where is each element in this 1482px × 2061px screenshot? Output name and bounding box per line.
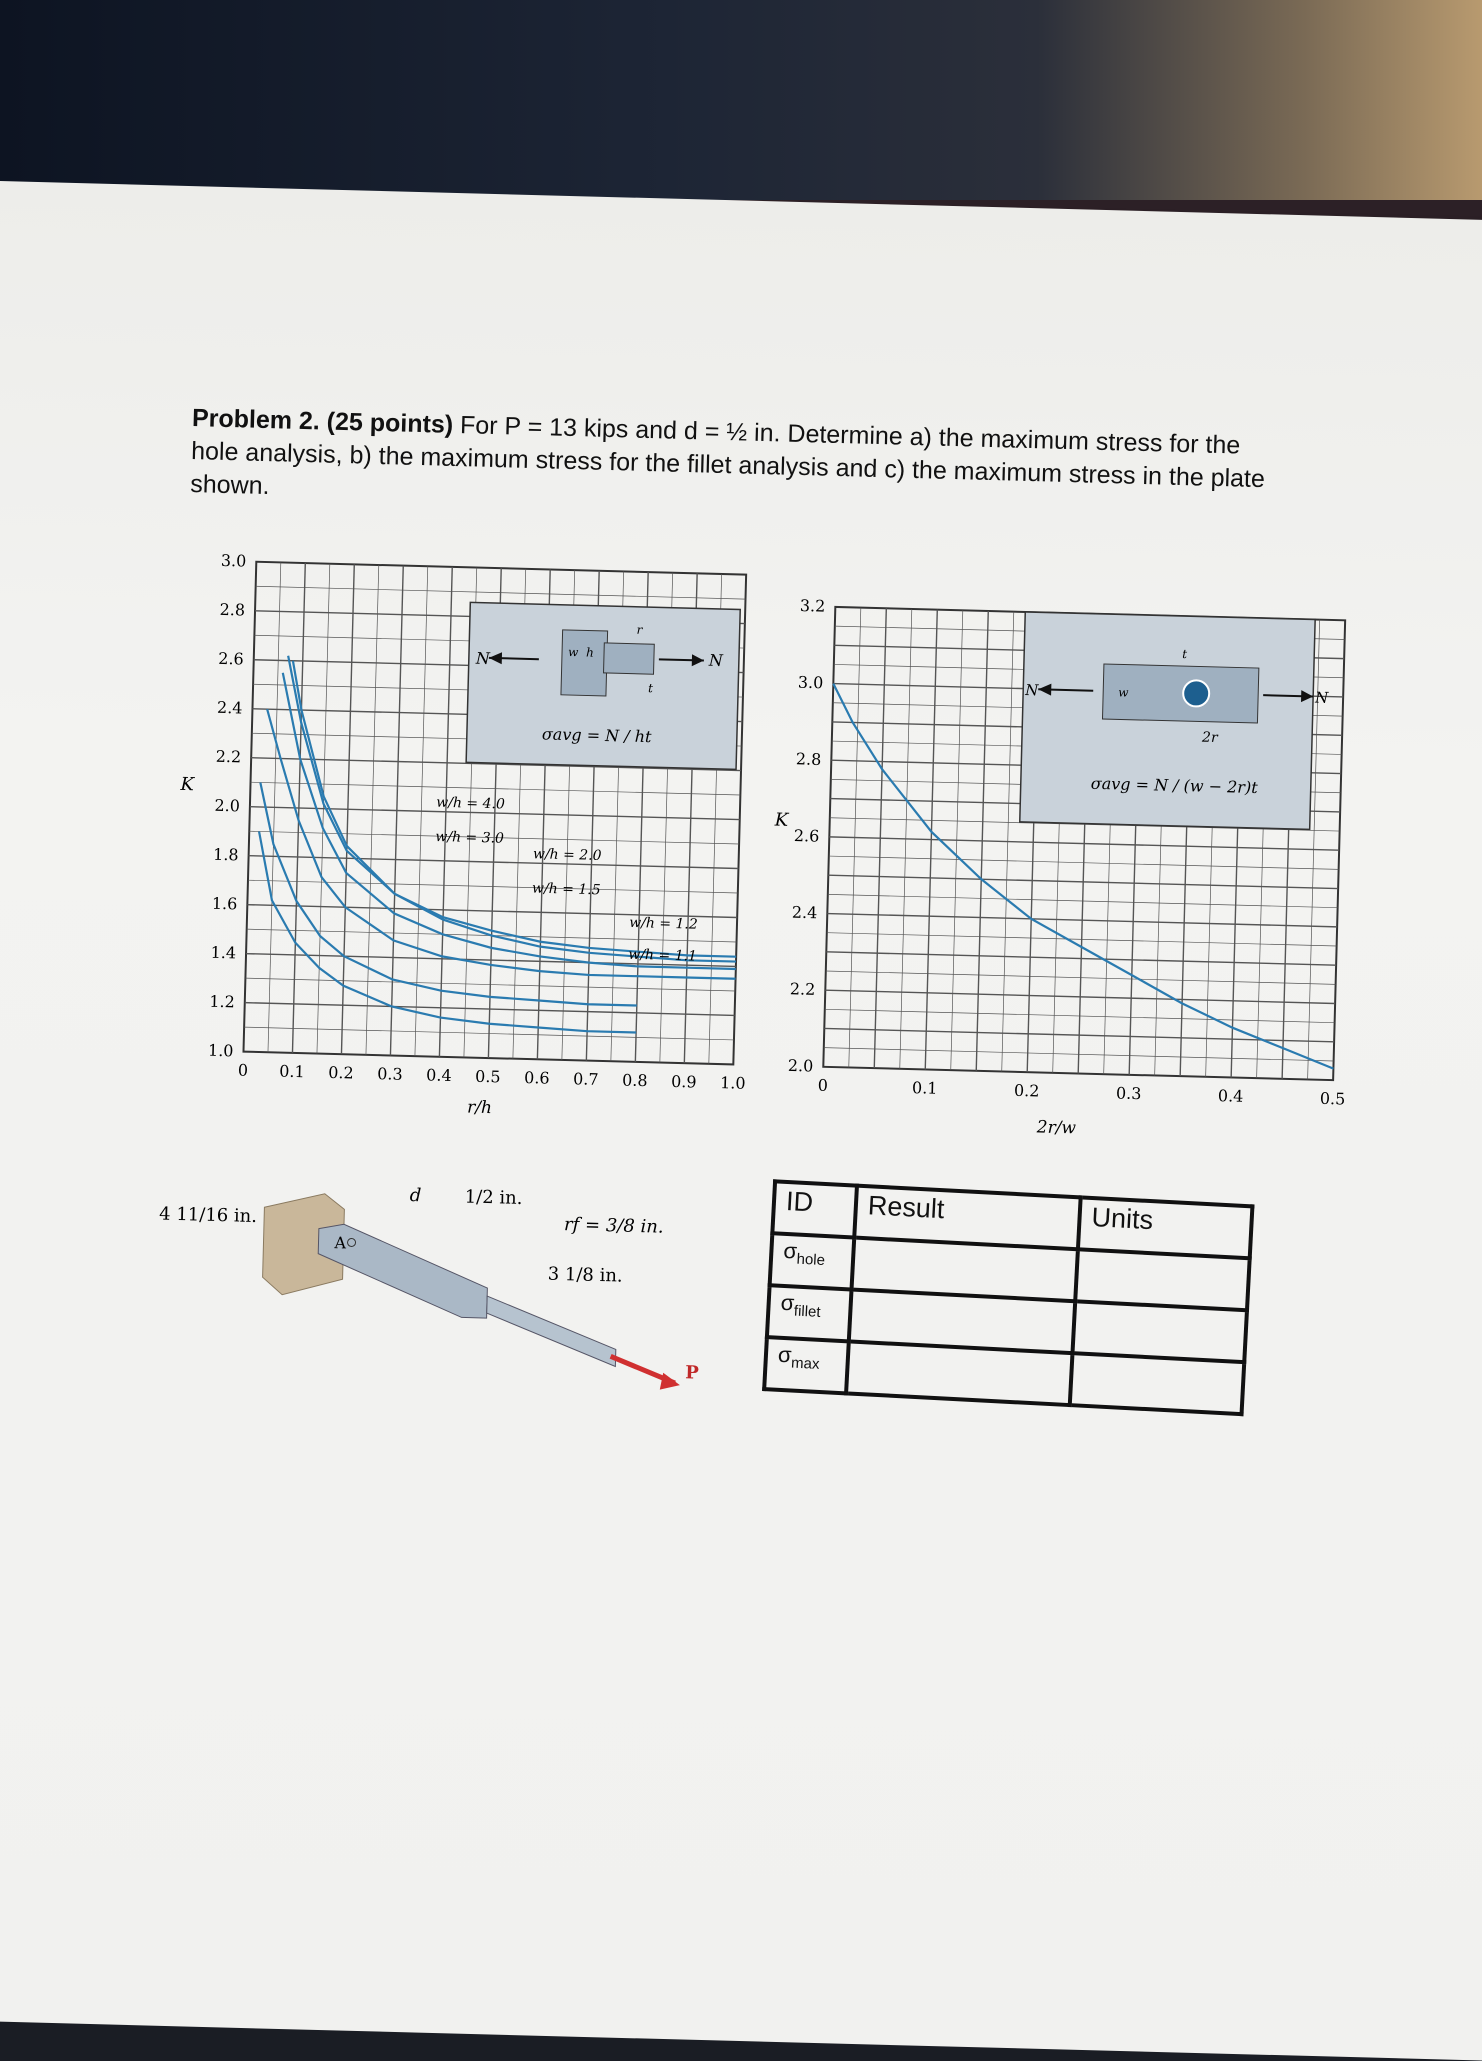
- fillet-formula: σavg = N / ht: [541, 724, 652, 747]
- y-tick-label: 2.4: [216, 697, 243, 718]
- y-tick-label: 3.2: [799, 596, 826, 616]
- x-tick-label: 0.4: [425, 1065, 452, 1086]
- inset-h: h: [585, 645, 594, 660]
- x-tick-label: 0.9: [670, 1071, 697, 1092]
- y-tick-label: 2.4: [791, 902, 818, 923]
- row-id-hole: $\sigma_{hole}$: [770, 1233, 855, 1289]
- fillet-radius-label: rf = 3/8 in.: [563, 1214, 664, 1238]
- y-tick-label: 2.2: [215, 746, 242, 767]
- x-tick-label: 0.7: [572, 1069, 599, 1089]
- y-tick-label: 2.6: [218, 648, 245, 669]
- y-tick-label: 1.6: [211, 893, 238, 914]
- hole-formula: σavg = N / (w − 2r)t: [1090, 773, 1258, 798]
- x-tick-label: 0.2: [1013, 1080, 1040, 1101]
- x-tick-label: 0.5: [474, 1066, 501, 1087]
- y-tick-label: 2.8: [219, 599, 246, 620]
- hole-inset-n-right: N: [1314, 688, 1329, 707]
- y-tick-label: 2.0: [787, 1055, 814, 1076]
- curve-label: w/h = 1.5: [531, 880, 601, 899]
- y-tick-label: 3.0: [797, 672, 824, 693]
- curve-label: w/h = 2.0: [532, 846, 602, 865]
- load-arrow: [660, 1373, 680, 1391]
- load-p-label: P: [684, 1362, 700, 1384]
- units-cell-fillet[interactable]: [1072, 1301, 1246, 1362]
- inset-r: r: [636, 622, 643, 637]
- fillet-ylabel: K: [180, 773, 195, 796]
- curve-label: w/h = 3.0: [435, 828, 505, 847]
- y-tick-label: 1.2: [209, 991, 236, 1012]
- y-tick-label: 1.8: [212, 844, 239, 865]
- problem-heading: Problem 2. (25 points): [191, 404, 454, 439]
- hole-inset-t: t: [1182, 647, 1188, 662]
- width-label: 4 11/16 in.: [158, 1203, 258, 1228]
- inset-n-left: N: [475, 648, 491, 668]
- hole-xlabel: 2r/w: [1036, 1117, 1077, 1139]
- y-tick-label: 3.0: [220, 550, 247, 571]
- x-tick-label: 0.2: [327, 1062, 354, 1083]
- y-tick-label: 2.0: [214, 795, 241, 816]
- fillet-xlabel: r/h: [466, 1097, 493, 1119]
- x-tick-label: 1.0: [719, 1073, 746, 1093]
- header-result: Result: [854, 1186, 1080, 1250]
- x-tick-label: 0.4: [1217, 1086, 1244, 1106]
- units-cell-hole[interactable]: [1075, 1249, 1249, 1310]
- row-id-max: $\sigma_{max}$: [764, 1337, 849, 1393]
- units-cell-max[interactable]: [1070, 1353, 1244, 1414]
- x-tick-label: 0.1: [911, 1078, 938, 1098]
- curve-label: w/h = 1.1: [628, 946, 698, 965]
- fillet-chart: [132, 539, 787, 1136]
- x-tick-label: 0.3: [1115, 1083, 1142, 1104]
- problem-text: For P = 13 kips and d = ½ in. Determine a) the maximum stress for the hole analysis, b) the maximum stress for the fillet analysis and c) the maximum stress in the plate shown.: [189, 410, 1266, 501]
- row-id-fillet: $\sigma_{fillet}$: [767, 1285, 852, 1341]
- x-tick-label: 0.6: [523, 1067, 550, 1088]
- inset-t: t: [647, 681, 654, 696]
- hole-chart: [751, 585, 1365, 1161]
- y-tick-label: 1.4: [210, 942, 237, 963]
- point-a-label: A: [334, 1233, 347, 1253]
- header-id: ID: [772, 1181, 857, 1237]
- x-tick-label: 0: [817, 1075, 829, 1095]
- x-tick-label: 0.8: [621, 1070, 648, 1091]
- y-tick-label: 2.6: [793, 825, 820, 846]
- curve-label: w/h = 1.2: [628, 914, 698, 933]
- plate-narrow-part: [485, 1296, 617, 1366]
- y-tick-label: 2.8: [795, 749, 822, 769]
- header-units: Units: [1078, 1197, 1252, 1258]
- result-cell-max[interactable]: [846, 1341, 1072, 1405]
- plate-figure: [154, 1169, 720, 1414]
- y-tick-label: 2.2: [789, 979, 816, 999]
- hole-inset-w: w: [1118, 685, 1129, 700]
- x-tick-label: 0.5: [1319, 1088, 1346, 1109]
- half-in-label: 1/2 in.: [464, 1186, 523, 1209]
- d-label: d: [409, 1185, 422, 1207]
- length-label: 3 1/8 in.: [547, 1263, 623, 1287]
- inset-w: w: [567, 644, 579, 660]
- inset-n-right: N: [708, 650, 724, 671]
- answer-table: [762, 1179, 1254, 1416]
- x-tick-label: 0.3: [376, 1064, 403, 1084]
- problem-statement: [190, 402, 1272, 529]
- hole-inset-n-left: N: [1024, 680, 1039, 700]
- y-tick-label: 1.0: [207, 1040, 234, 1061]
- x-tick-label: 0: [237, 1060, 249, 1080]
- x-tick-label: 0.1: [279, 1061, 305, 1082]
- curve-label: w/h = 4.0: [436, 794, 506, 813]
- hole-ylabel: K: [774, 809, 789, 831]
- hole-inset-2r: 2r: [1201, 729, 1218, 747]
